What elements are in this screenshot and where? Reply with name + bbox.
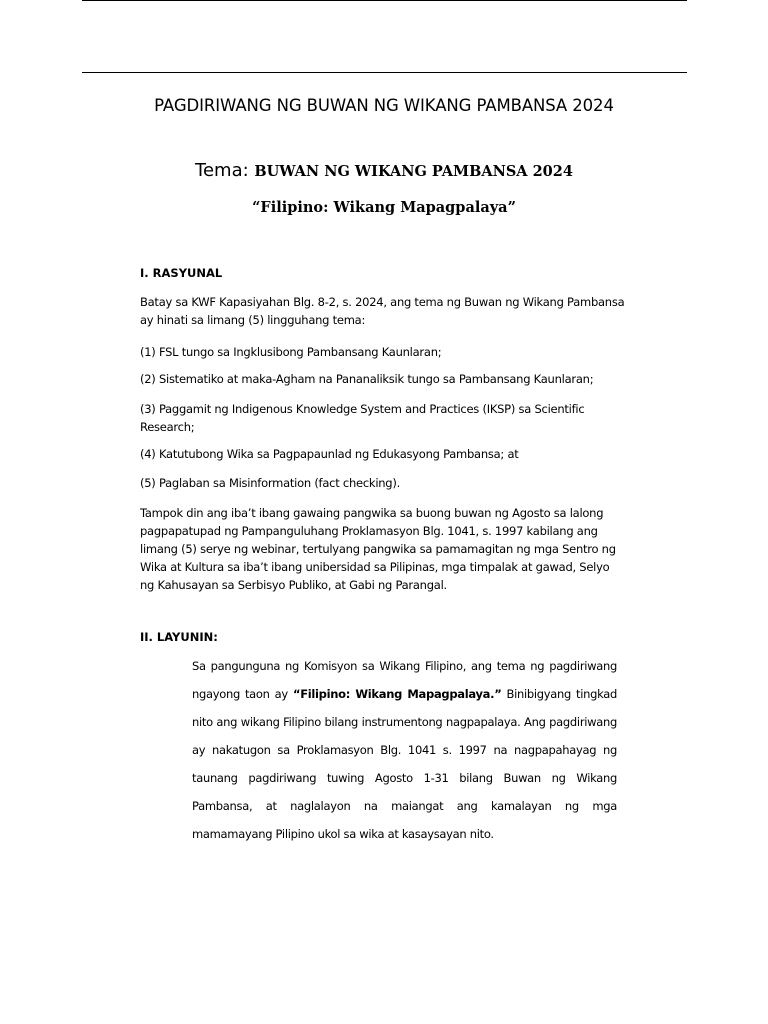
rasyunal-item: (2) Sistematiko at maka-Agham na Pananaliksik tungo sa Pambansang Kaunlaran; [140, 372, 594, 386]
rasyunal-item: (4) Katutubong Wika sa Pagpapaunlad ng Edukasyong Pambansa; at [140, 447, 519, 461]
theme-label: Tema: [195, 160, 249, 181]
rasyunal-intro: Batay sa KWF Kapasiyahan Blg. 8-2, s. 2024, ang tema ng Buwan ng Wikang Pambansa ay hinati sa limang (5) lingguhang tema: [140, 295, 625, 327]
rasyunal-item: (3) Paggamit ng Indigenous Knowledge System and Practices (IKSP) sa Scientific Research; [140, 402, 585, 434]
layunin-text-after: Binibigyang tingkad nito ang wikang Filipino bilang instrumentong nagpapalaya. Ang pagdiriwang ay nakatugon sa Proklamasyon Blg. 1041 s. 1997 na nagpapahayag ng taunang pagdiriwang tuwing Agosto 1-31 bilang Buwan ng Wikang Pambansa, at naglalayon na maiangat ang kamalayan ng mga mamamayang Pilipino ukol sa wika at kasaysayan nito. [192, 687, 617, 841]
layunin-emphasis: “Filipino: Wikang Mapagpalaya.” [292, 687, 502, 701]
page-title: PAGDIRIWANG NG BUWAN NG WIKANG PAMBANSA 2024 [154, 96, 614, 115]
rasyunal-item: (1) FSL tungo sa Ingklusibong Pambansang Kaunlaran; [140, 345, 442, 359]
layunin-text-before: Sa pangunguna ng Komisyon sa Wikang Filipino, ang tema ng pagdiriwang ngayong taon ay [192, 659, 617, 701]
top-divider [82, 0, 687, 1]
rasyunal-item: (5) Paglaban sa Misinformation (fact checking). [140, 476, 400, 490]
layunin-paragraph [192, 652, 617, 848]
theme-line [0, 160, 768, 181]
rasyunal-closing: Tampok din ang iba’t ibang gawaing pangwika sa buong buwan ng Agosto sa lalong pagpapatupad ng Pampanguluhang Proklamasyon Blg. 1041, s. 1997 kabilang ang limang (5) serye ng webinar, tertulyang pangwika sa pamamagitan ng mga Sentro ng Wika at Kultura sa iba’t ibang unibersidad sa Pilipinas, mga timpalak at gawad, Selyo ng Kahusayan sa Serbisyo Publiko, at Gabi ng Parangal. [140, 506, 616, 592]
theme-slogan: “Filipino: Wikang Mapagpalaya” [252, 199, 516, 216]
header-divider [82, 72, 687, 73]
theme-value: BUWAN NG WIKANG PAMBANSA 2024 [254, 163, 573, 180]
section-heading-layunin: II. LAYUNIN: [140, 630, 218, 644]
section-heading-rasyunal: I. RASYUNAL [140, 266, 223, 280]
